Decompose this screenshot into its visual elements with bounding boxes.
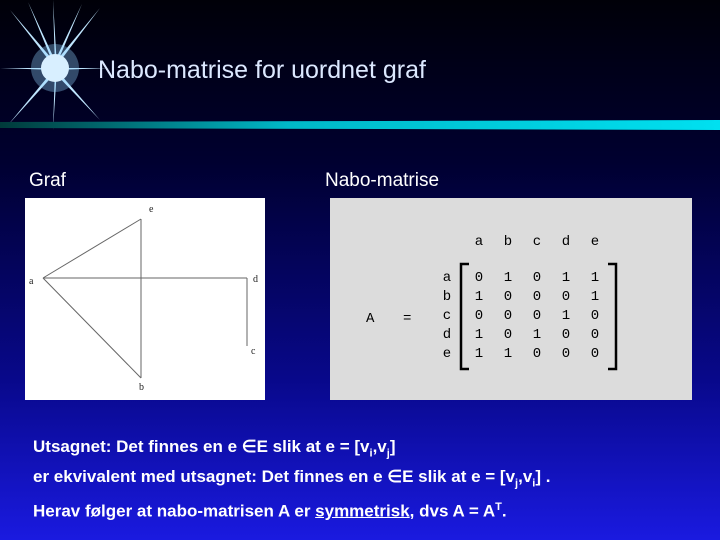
row-label: a [442, 270, 452, 286]
statement-line-3: Herav følger at nabo-matrisen A er symmetrisk, dvs $A = A^T$. [33, 500, 507, 521]
matrix-cell: 0 [532, 270, 542, 286]
statement-line-2: er ekvivalent med utsagnet: Det finnes en e ∈E slik at $e = [v_j,v_i]$ . [33, 467, 551, 490]
matrix-cell: 0 [474, 308, 484, 324]
matrix-cell: 1 [561, 270, 571, 286]
page-title: Nabo-matrise for uordnet graf [98, 56, 426, 84]
node-e-label: e [149, 204, 154, 215]
matrix-cell: 0 [532, 289, 542, 305]
row-label: b [442, 289, 452, 305]
matrix-cell: 1 [561, 308, 571, 324]
matrix-cell: 1 [532, 327, 542, 343]
col-header: c [532, 234, 542, 250]
col-header: e [590, 234, 600, 250]
left-bracket [458, 262, 472, 372]
matrix-cell: 1 [503, 346, 513, 362]
node-b-label: b [139, 382, 144, 393]
matrix-name: A [366, 311, 375, 327]
matrix-cell: 0 [590, 308, 600, 324]
statement-text [33, 435, 713, 522]
matrix-cell: 0 [503, 289, 513, 305]
col-header: d [561, 234, 571, 250]
row-label: c [442, 308, 452, 324]
matrix-cell: 0 [561, 289, 571, 305]
matrix-cell: 1 [474, 327, 484, 343]
matrix-heading: Nabo-matrise [325, 170, 440, 191]
matrix-cell: 1 [590, 289, 600, 305]
matrix-cell: 0 [503, 308, 513, 324]
title-rule [0, 118, 720, 134]
matrix-cell: 1 [590, 270, 600, 286]
graph-drawing [25, 198, 265, 400]
equals-sign: = [403, 311, 412, 327]
matrix-cell: 0 [561, 346, 571, 362]
symmetric-link: symmetrisk [315, 501, 410, 521]
matrix-cell: 0 [561, 327, 571, 343]
graph-panel [25, 198, 265, 400]
node-a-label: a [29, 276, 34, 287]
matrix-cell: 0 [532, 346, 542, 362]
edge-e-a [43, 219, 141, 278]
matrix-panel [330, 198, 692, 400]
row-label: e [442, 346, 452, 362]
edge-a-b [43, 278, 141, 378]
graph-heading: Graf [29, 170, 66, 191]
matrix-cell: 0 [474, 270, 484, 286]
col-header: b [503, 234, 513, 250]
col-header: a [474, 234, 484, 250]
element-of-icon: ∈ [387, 467, 403, 487]
star-decoration-icon [0, 0, 110, 130]
matrix-cell: 0 [532, 308, 542, 324]
matrix-cell: 0 [503, 327, 513, 343]
row-label: d [442, 327, 452, 343]
statement-line-1: Utsagnet: Det finnes en e ∈E slik at $e = [v_i,v_j]$ [33, 437, 396, 460]
matrix-cell: 1 [503, 270, 513, 286]
node-c-label: c [251, 346, 256, 357]
right-bracket [605, 262, 619, 372]
node-d-label: d [253, 274, 258, 285]
matrix-cell: 1 [474, 289, 484, 305]
element-of-icon: ∈ [241, 437, 257, 456]
matrix-cell: 0 [590, 346, 600, 362]
matrix-cell: 0 [590, 327, 600, 343]
matrix-cell: 1 [474, 346, 484, 362]
